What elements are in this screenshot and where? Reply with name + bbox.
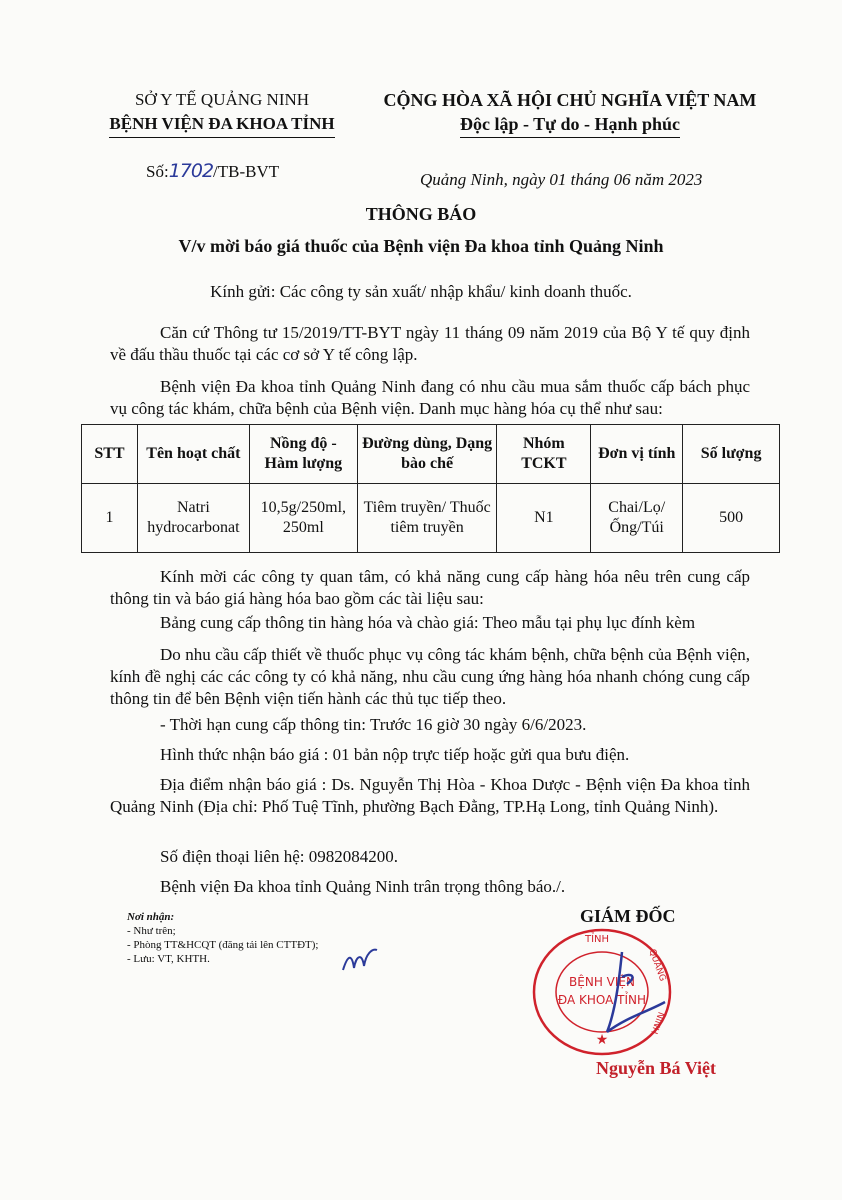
table-cell: 10,5g/250ml, 250ml	[249, 484, 357, 553]
stamp-text-arc-right: QUẢNG	[646, 947, 668, 983]
signer-position: GIÁM ĐỐC	[580, 906, 676, 926]
header-cell: Đường dùng, Dạng bào chế	[357, 425, 497, 484]
motto: Độc lập - Tự do - Hạnh phúc	[460, 112, 680, 138]
initials-mark	[340, 944, 380, 976]
paragraph-phone: Số điện thoại liên hệ: 0982084200.	[160, 847, 398, 866]
header-cell: Nồng độ - Hàm lượng	[249, 425, 357, 484]
recipient-item: - Phòng TT&HCQT (đăng tải lên CTTĐT);	[127, 939, 319, 951]
paragraph-urgency: Do nhu cầu cấp thiết về thuốc phục vụ công tác khám bệnh, chữa bệnh của Bệnh viện, kính đề nghị các các công ty có khả năng, nhu cầu cung ứng hàng hóa nhanh chóng cung cấp thông tin để bên Bệnh viện tiến hành các thủ tục tiếp theo.	[110, 645, 750, 708]
country-name: CỘNG HÒA XÃ HỘI CHỦ NGHĨA VIỆT NAM	[383, 90, 757, 110]
table-cell: 500	[683, 484, 780, 553]
header-cell: Tên hoạt chất	[137, 425, 249, 484]
issuer-block	[82, 88, 362, 138]
document-number-suffix: /TB-BVT	[213, 162, 280, 181]
paragraph-quote-form: Bảng cung cấp thông tin hàng hóa và chào giá: Theo mẫu tại phụ lục đính kèm	[160, 613, 696, 632]
document-number-label: Số:	[146, 162, 169, 181]
recipient-item: - Lưu: VT, KHTH.	[127, 953, 210, 965]
national-heading	[360, 88, 780, 138]
agency-name: SỞ Y TẾ QUẢNG NINH	[134, 90, 310, 109]
issue-date: Quảng Ninh, ngày 01 tháng 06 năm 2023	[420, 170, 703, 189]
paragraph-invitation: Kính mời các công ty quan tâm, có khả năng cung cấp hàng hóa nêu trên cung cấp thông tin và báo giá hàng hóa bao gồm các tài liệu sau:	[110, 567, 750, 608]
table-cell: N1	[497, 484, 591, 553]
document-subtitle: V/v mời báo giá thuốc của Bệnh viện Đa khoa tỉnh Quảng Ninh	[178, 236, 664, 256]
table-header-row	[82, 425, 780, 484]
table-cell: Chai/Lọ/ Ống/Túi	[591, 484, 683, 553]
stamp-text-arc-top: TỈNH	[584, 934, 610, 945]
paragraph-deadline: - Thời hạn cung cấp thông tin: Trước 16 giờ 30 ngày 6/6/2023.	[160, 715, 587, 734]
header-cell: Số lượng	[683, 425, 780, 484]
official-stamp	[527, 922, 677, 1062]
paragraph-legal-basis: Căn cứ Thông tư 15/2019/TT-BYT ngày 11 tháng 09 năm 2019 của Bộ Y tế quy định về đấu thầu thuốc tại các cơ sở Y tế công lập.	[110, 323, 750, 364]
addressee: Kính gửi: Các công ty sản xuất/ nhập khẩu/ kinh doanh thuốc.	[210, 282, 632, 301]
table-row	[82, 484, 780, 553]
header-cell: Nhóm TCKT	[497, 425, 591, 484]
paragraph-submission-address: Địa điểm nhận báo giá : Ds. Nguyễn Thị Hòa - Khoa Dược - Bệnh viện Đa khoa tỉnh Quảng Ninh (Địa chỉ: Phố Tuệ Tĩnh, phường Bạch Đằng, TP.Hạ Long, tỉnh Quảng Ninh).	[110, 775, 750, 816]
table-cell: Tiêm truyền/ Thuốc tiêm truyền	[357, 484, 497, 553]
document-number	[146, 160, 279, 182]
stamp-text-line1: BỆNH VIỆN	[569, 975, 635, 989]
table-cell: 1	[82, 484, 138, 553]
document-number-handwritten: 1702	[168, 160, 214, 182]
signer-name: Nguyễn Bá Việt	[596, 1058, 717, 1078]
recipient-item: - Như trên;	[127, 925, 176, 937]
paragraph-demand: Bệnh viện Đa khoa tỉnh Quảng Ninh đang có nhu cầu mua sắm thuốc cấp bách phục vụ công tác khám, chữa bệnh của Bệnh viện. Danh mục hàng hóa cụ thể như sau:	[110, 377, 750, 418]
goods-table	[81, 424, 780, 553]
recipients-label: Nơi nhận:	[127, 911, 175, 923]
hospital-name: BỆNH VIỆN ĐA KHOA TỈNH	[109, 112, 334, 138]
stamp-text-line2: ĐA KHOA TỈNH	[557, 993, 647, 1007]
stamp-text-arc-right-lower: NINH	[648, 1010, 666, 1036]
paragraph-submission-method: Hình thức nhận báo giá : 01 bản nộp trực tiếp hoặc gửi qua bưu điện.	[160, 745, 630, 764]
svg-text:★: ★	[595, 1032, 609, 1048]
paragraph-closing: Bệnh viện Đa khoa tỉnh Quảng Ninh trân trọng thông báo./.	[160, 877, 566, 896]
header-cell: Đơn vị tính	[591, 425, 683, 484]
recipients-block	[127, 910, 447, 966]
header-cell: STT	[82, 425, 138, 484]
document-title: THÔNG BÁO	[365, 204, 477, 224]
table-cell: Natri hydrocarbonat	[137, 484, 249, 553]
